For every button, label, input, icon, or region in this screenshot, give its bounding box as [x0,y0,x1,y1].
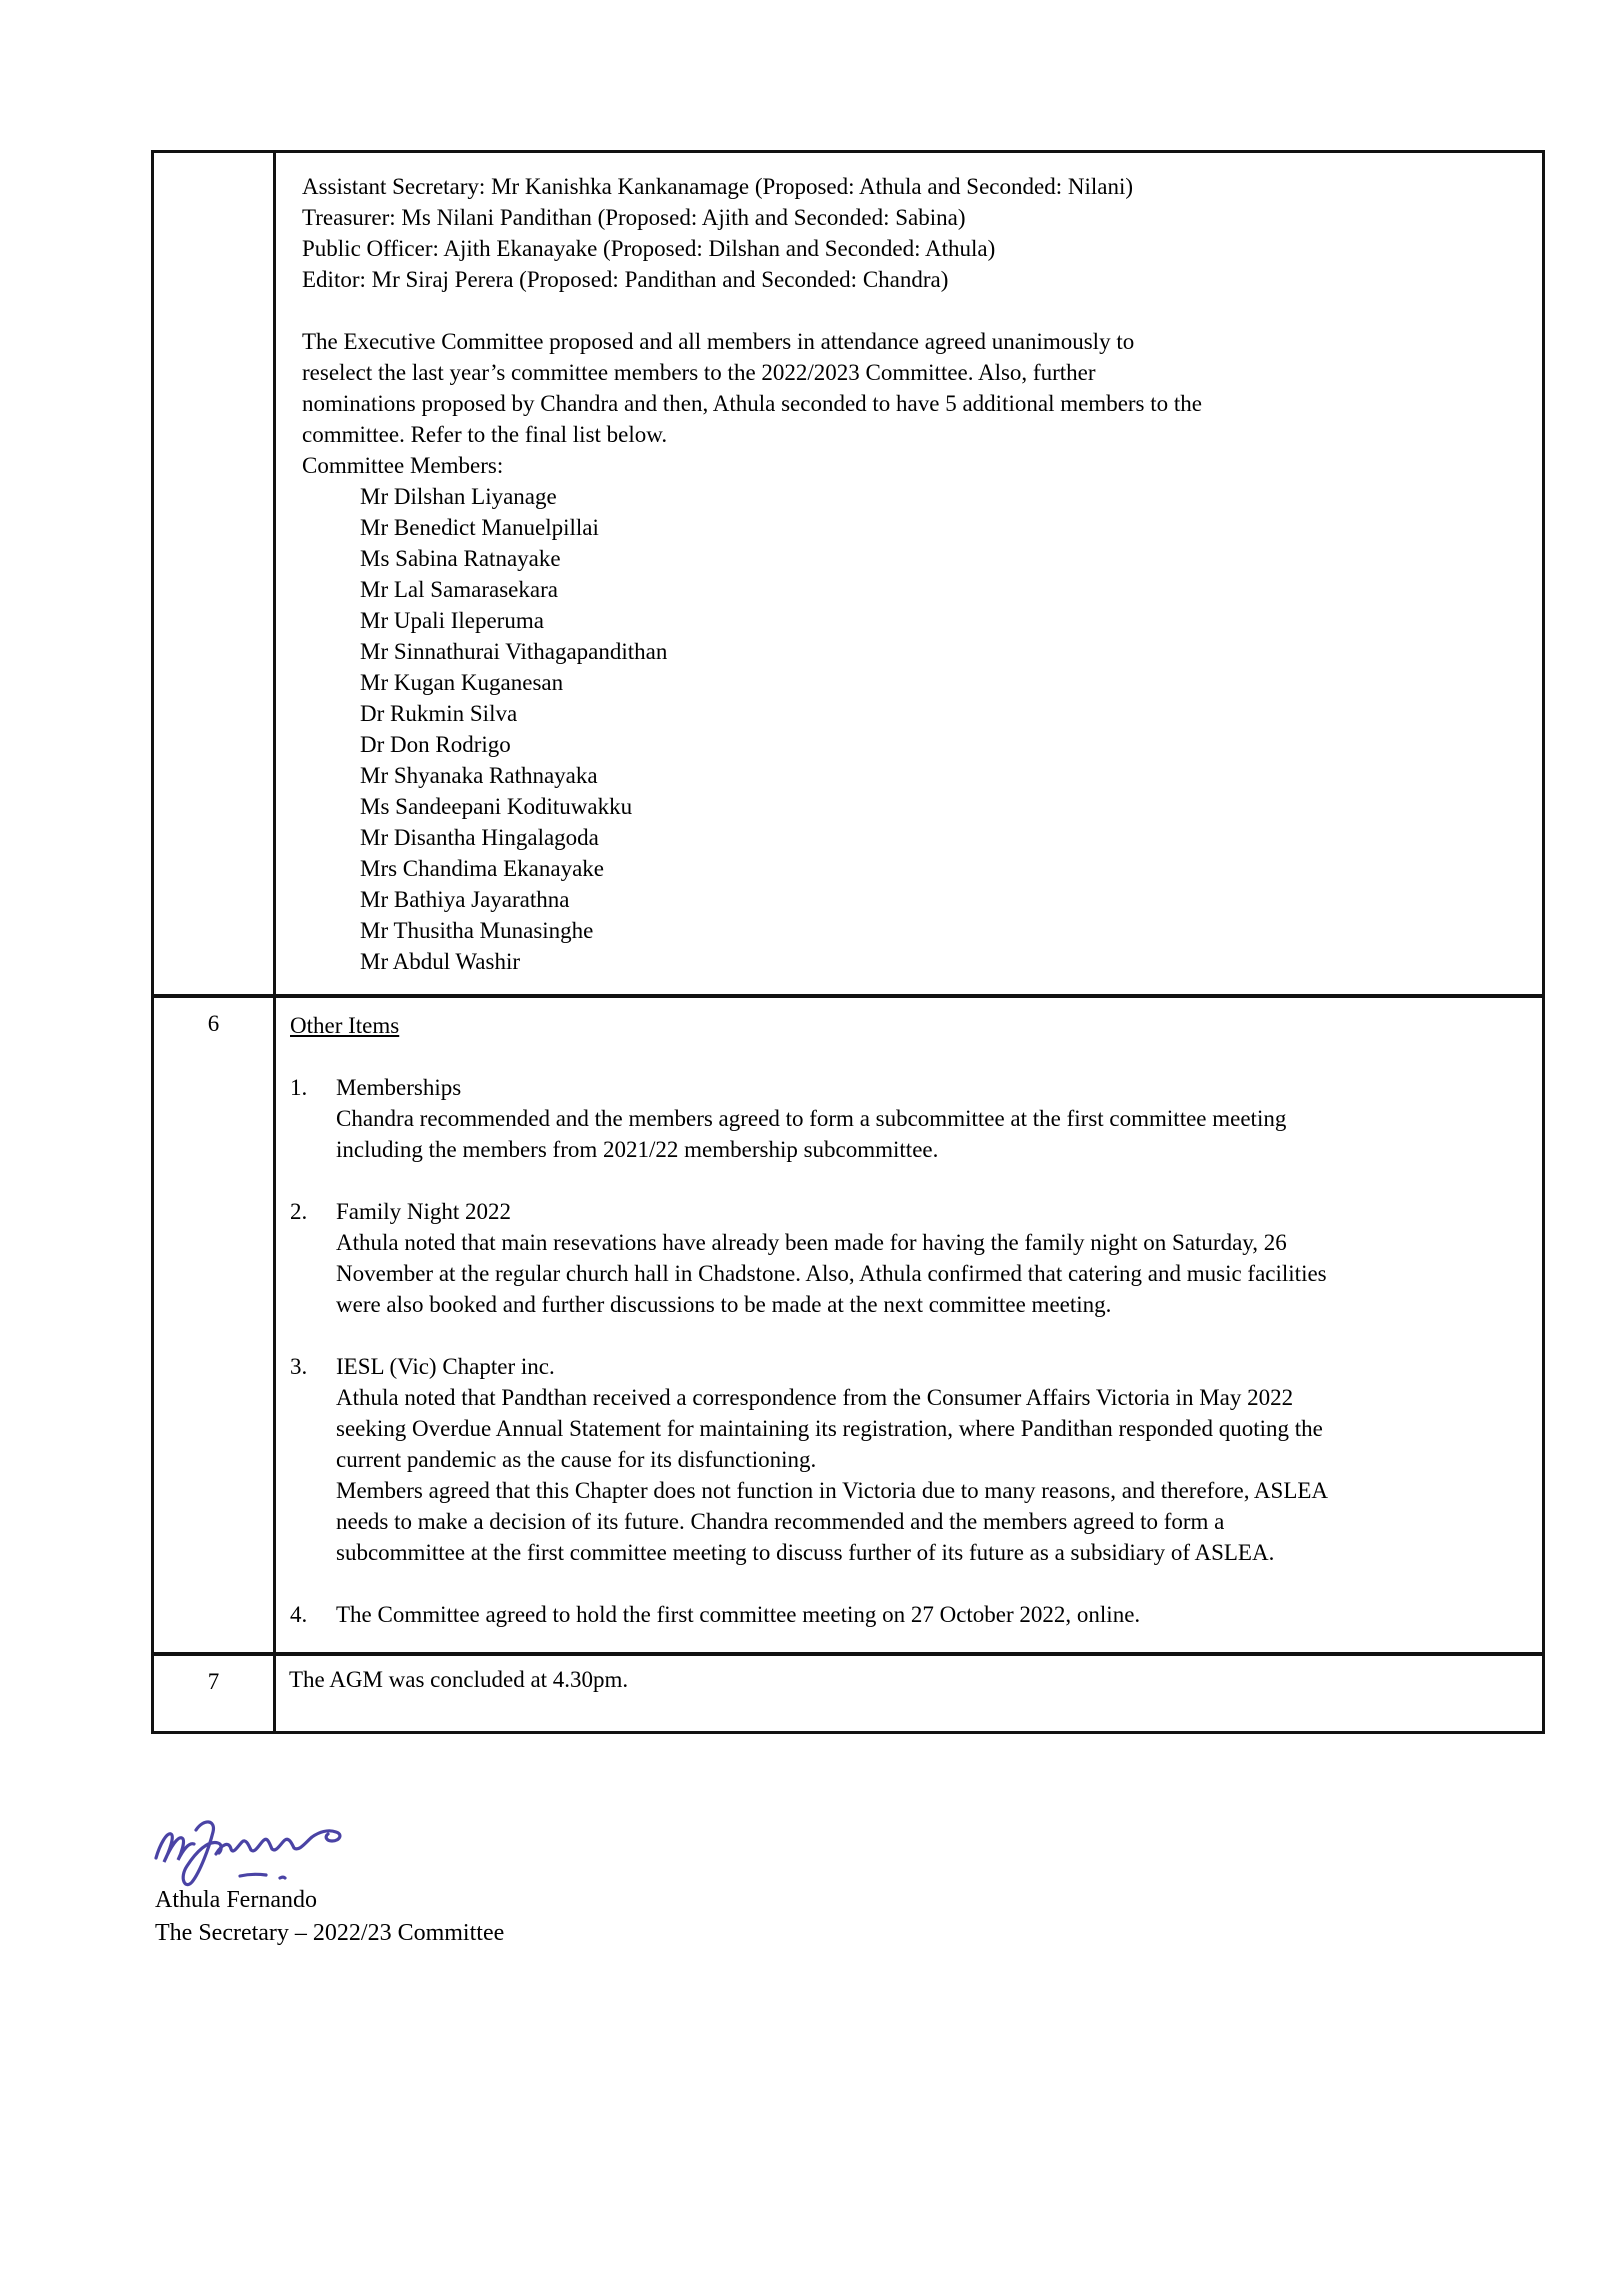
item-body-line: including the members from 2021/22 membership subcommittee. [336,1137,939,1162]
item-body-line: seeking Overdue Annual Statement for maintaining its registration, where Pandithan responded quoting the [336,1416,1323,1441]
agenda-item-4 [290,1599,1532,1630]
member-item: Mr Abdul Washir [360,949,521,974]
item-number: 1. [290,1075,308,1100]
item-body-line: Athula noted that Pandthan received a correspondence from the Consumer Affairs Victoria in May 2022 [336,1385,1294,1410]
committee-members-label: Committee Members: [302,453,504,478]
row-number: 7 [154,1656,276,1731]
row-content-cell [276,998,1542,1652]
item-body-line: were also booked and further discussions to be made at the next committee meeting. [336,1292,1112,1317]
paragraph-line: The Executive Committee proposed and all members in attendance agreed unanimously to [302,329,1135,354]
table-row-7 [154,1652,1542,1731]
minutes-table [151,150,1545,1734]
agenda-item-2 [290,1196,1532,1227]
member-item: Mr Upali Ileperuma [360,608,544,633]
member-item: Dr Rukmin Silva [360,701,518,726]
row-number-cell-empty [154,153,276,994]
row-number: 6 [154,998,276,1652]
item-title: IESL (Vic) Chapter inc. [336,1354,555,1379]
agenda-item-3 [290,1351,1532,1382]
blank-line [290,1165,1532,1196]
paragraph-line: committee. Refer to the final list below. [302,422,668,447]
member-item: Mr Benedict Manuelpillai [360,515,599,540]
paragraph-line: nominations proposed by Chandra and then, Athula seconded to have 5 additional members to the [302,391,1202,416]
item-number: 2. [290,1199,308,1224]
blank-line [290,1320,1532,1351]
item-body-line: needs to make a decision of its future. Chandra recommended and the members agreed to form a [336,1509,1225,1534]
blank-line [290,1041,1532,1072]
officer-line: Assistant Secretary: Mr Kanishka Kankanamage (Proposed: Athula and Seconded: Nilani) [302,174,1133,199]
signatory-name: Athula Fernando [155,1887,317,1913]
officer-line: Treasurer: Ms Nilani Pandithan (Proposed: Ajith and Seconded: Sabina) [302,205,966,230]
member-item: Mr Shyanaka Rathnayaka [360,763,598,788]
item-title: Family Night 2022 [336,1199,512,1224]
row-content-cell [276,1656,1542,1731]
member-item: Ms Sabina Ratnayake [360,546,561,571]
row-content-cell [276,153,1542,994]
item-number: 4. [290,1602,308,1627]
agenda-item-1 [290,1072,1532,1103]
item-title: Memberships [336,1075,462,1100]
member-item: Mr Sinnathurai Vithagapandithan [360,639,668,664]
member-item: Dr Don Rodrigo [360,732,511,757]
item-body-line: Chandra recommended and the members agreed to form a subcommittee at the first committee meeting [336,1106,1287,1131]
item-body-line: Athula noted that main resevations have already been made for having the family night on Saturday, 26 [336,1230,1287,1255]
item-number: 3. [290,1354,308,1379]
closing-statement: The AGM was concluded at 4.30pm. [289,1667,629,1692]
member-item: Mr Bathiya Jayarathna [360,887,570,912]
blank-line [302,295,1532,326]
member-item: Mr Thusitha Munasinghe [360,918,594,943]
item-body-line: subcommittee at the first committee meeting to discuss further of its future as a subsidiary of ASLEA. [336,1540,1275,1565]
paragraph-line: reselect the last year’s committee members to the 2022/2023 Committee. Also, further [302,360,1096,385]
member-item: Mr Disantha Hingalagoda [360,825,599,850]
item-body-line: Members agreed that this Chapter does not function in Victoria due to many reasons, and therefore, ASLEA [336,1478,1329,1503]
table-row-continuation [154,153,1542,994]
item-body-line: November at the regular church hall in Chadstone. Also, Athula confirmed that catering and music facilities [336,1261,1327,1286]
blank-line [290,1568,1532,1599]
signature-image [150,1806,382,1896]
item-title: The Committee agreed to hold the first committee meeting on 27 October 2022, online. [336,1602,1141,1627]
section-heading: Other Items [290,1013,400,1038]
table-row-6 [154,994,1542,1652]
officer-line: Public Officer: Ajith Ekanayake (Proposed: Dilshan and Seconded: Athula) [302,236,996,261]
member-item: Mr Dilshan Liyanage [360,484,557,509]
member-item: Ms Sandeepani Kodituwakku [360,794,633,819]
item-body-line: current pandemic as the cause for its disfunctioning. [336,1447,817,1472]
member-item: Mr Kugan Kuganesan [360,670,564,695]
member-item: Mrs Chandima Ekanayake [360,856,604,881]
officer-line: Editor: Mr Siraj Perera (Proposed: Pandithan and Seconded: Chandra) [302,267,949,292]
member-item: Mr Lal Samarasekara [360,577,558,602]
signatory-title: The Secretary – 2022/23 Committee [155,1920,505,1946]
